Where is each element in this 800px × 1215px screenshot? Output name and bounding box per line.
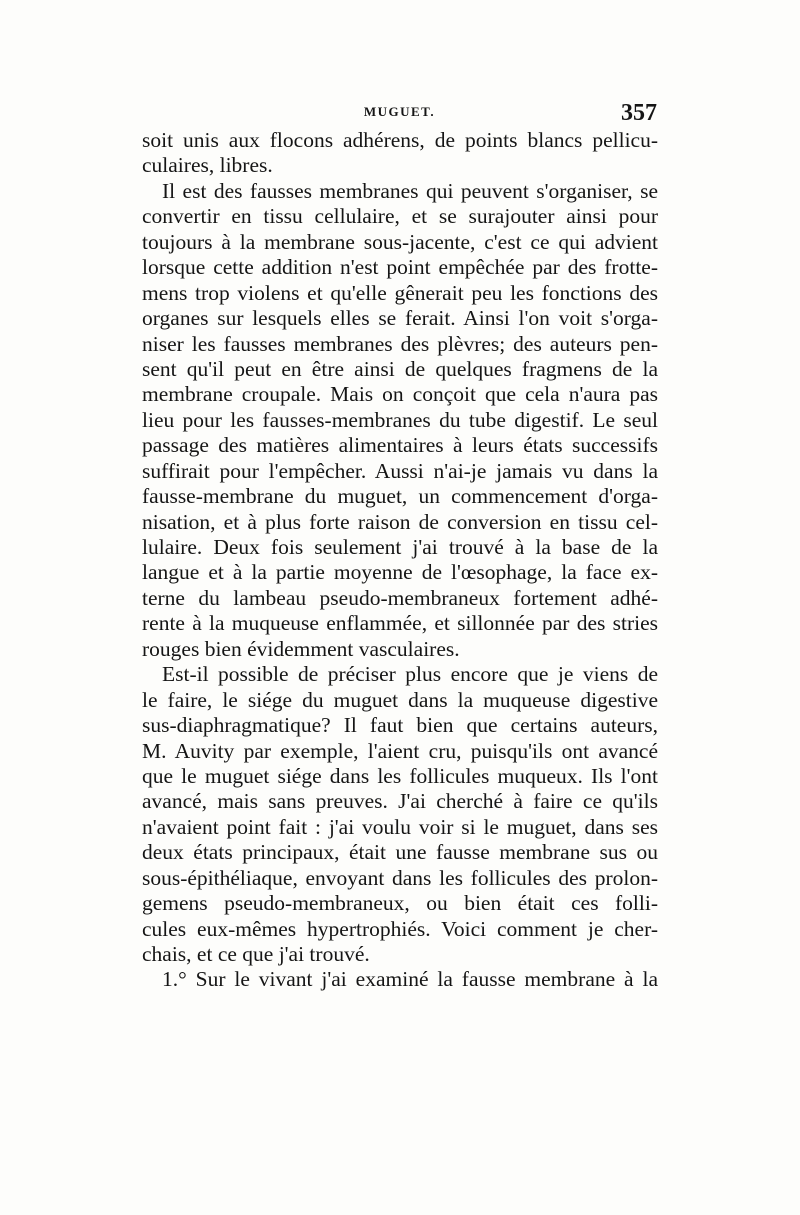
text-line: rouges bien évidemment vasculaires. bbox=[142, 636, 460, 661]
text-line: soit unis aux flocons adhérens, de points blancs pellicu- bbox=[142, 128, 658, 152]
text-line: chais, et ce que j'ai trouvé. bbox=[142, 942, 370, 966]
text-line: lieu pour les fausses-membranes du tube digestif. Le seul bbox=[142, 407, 658, 432]
text-line: terne du lambeau pseudo-membraneux fortement adhé- bbox=[142, 585, 658, 610]
text-line: sus-diaphragmatique? Il faut bien que certains auteurs, bbox=[142, 713, 658, 738]
text-line: le faire, le siége du muguet dans la muqueuse digestive bbox=[142, 687, 658, 712]
text-line: culaires, libres. bbox=[142, 153, 273, 178]
text-line: avancé, mais sans preuves. J'ai cherché à faire ce qu'ils bbox=[142, 789, 658, 814]
text-line: lulaire. Deux fois seulement j'ai trouvé à la base de la bbox=[142, 535, 658, 559]
text-line: convertir en tissu cellulaire, et se surajouter ainsi pour bbox=[142, 204, 658, 229]
text-line: deux états principaux, était une fausse membrane sus ou bbox=[142, 840, 658, 865]
text-line: toujours à la membrane sous-jacente, c'est ce qui advient bbox=[142, 229, 658, 254]
text-line: cules eux-mêmes hypertrophiés. Voici comment je cher- bbox=[142, 916, 658, 941]
text-line: mens trop violens et qu'elle gênerait peu les fonctions des bbox=[142, 280, 658, 305]
text-line: Il est des fausses membranes qui peuvent s'organiser, se bbox=[162, 178, 658, 203]
text-line: rente à la muqueuse enflammée, et sillonnée par des stries bbox=[142, 611, 658, 636]
text-line: M. Auvity par exemple, l'aient cru, puisqu'ils ont avancé bbox=[142, 738, 658, 763]
text-line: organes sur lesquels elles se ferait. Ainsi l'on voit s'orga- bbox=[142, 306, 658, 331]
text-line: passage des matières alimentaires à leurs états successifs bbox=[142, 433, 658, 458]
text-line: fausse-membrane du muguet, un commencement d'orga- bbox=[142, 484, 658, 509]
text-line: suffirait pour l'empêcher. Aussi n'ai-je jamais vu dans la bbox=[142, 458, 658, 483]
text-line: nisation, et à plus forte raison de conversion en tissu cel- bbox=[142, 509, 658, 534]
body-text bbox=[142, 128, 658, 993]
page-number: 357 bbox=[621, 100, 657, 126]
text-line: sous-épithéliaque, envoyant dans les follicules des prolon- bbox=[142, 865, 658, 890]
text-line: que le muguet siége dans les follicules muqueux. Ils l'ont bbox=[142, 763, 658, 788]
text-line: sent qu'il peut en être ainsi de quelques fragmens de la bbox=[142, 356, 658, 381]
text-line: Est-il possible de préciser plus encore que je viens de bbox=[162, 662, 658, 687]
text-line: lorsque cette addition n'est point empêchée par des frotte- bbox=[142, 255, 658, 280]
running-head: MUGUET. bbox=[363, 104, 436, 119]
text-line: membrane croupale. Mais on conçoit que cela n'aura pas bbox=[142, 382, 658, 407]
text-line: 1.° Sur le vivant j'ai examiné la fausse membrane à la bbox=[162, 967, 658, 992]
text-line: langue et à la partie moyenne de l'œsophage, la face ex- bbox=[142, 560, 658, 585]
text-line: gemens pseudo-membraneux, ou bien était ces folli- bbox=[142, 891, 658, 916]
text-line: n'avaient point fait : j'ai voulu voir si le muguet, dans ses bbox=[142, 814, 658, 839]
page-header bbox=[142, 100, 657, 130]
text-line: niser les fausses membranes des plèvres; des auteurs pen- bbox=[142, 331, 658, 356]
